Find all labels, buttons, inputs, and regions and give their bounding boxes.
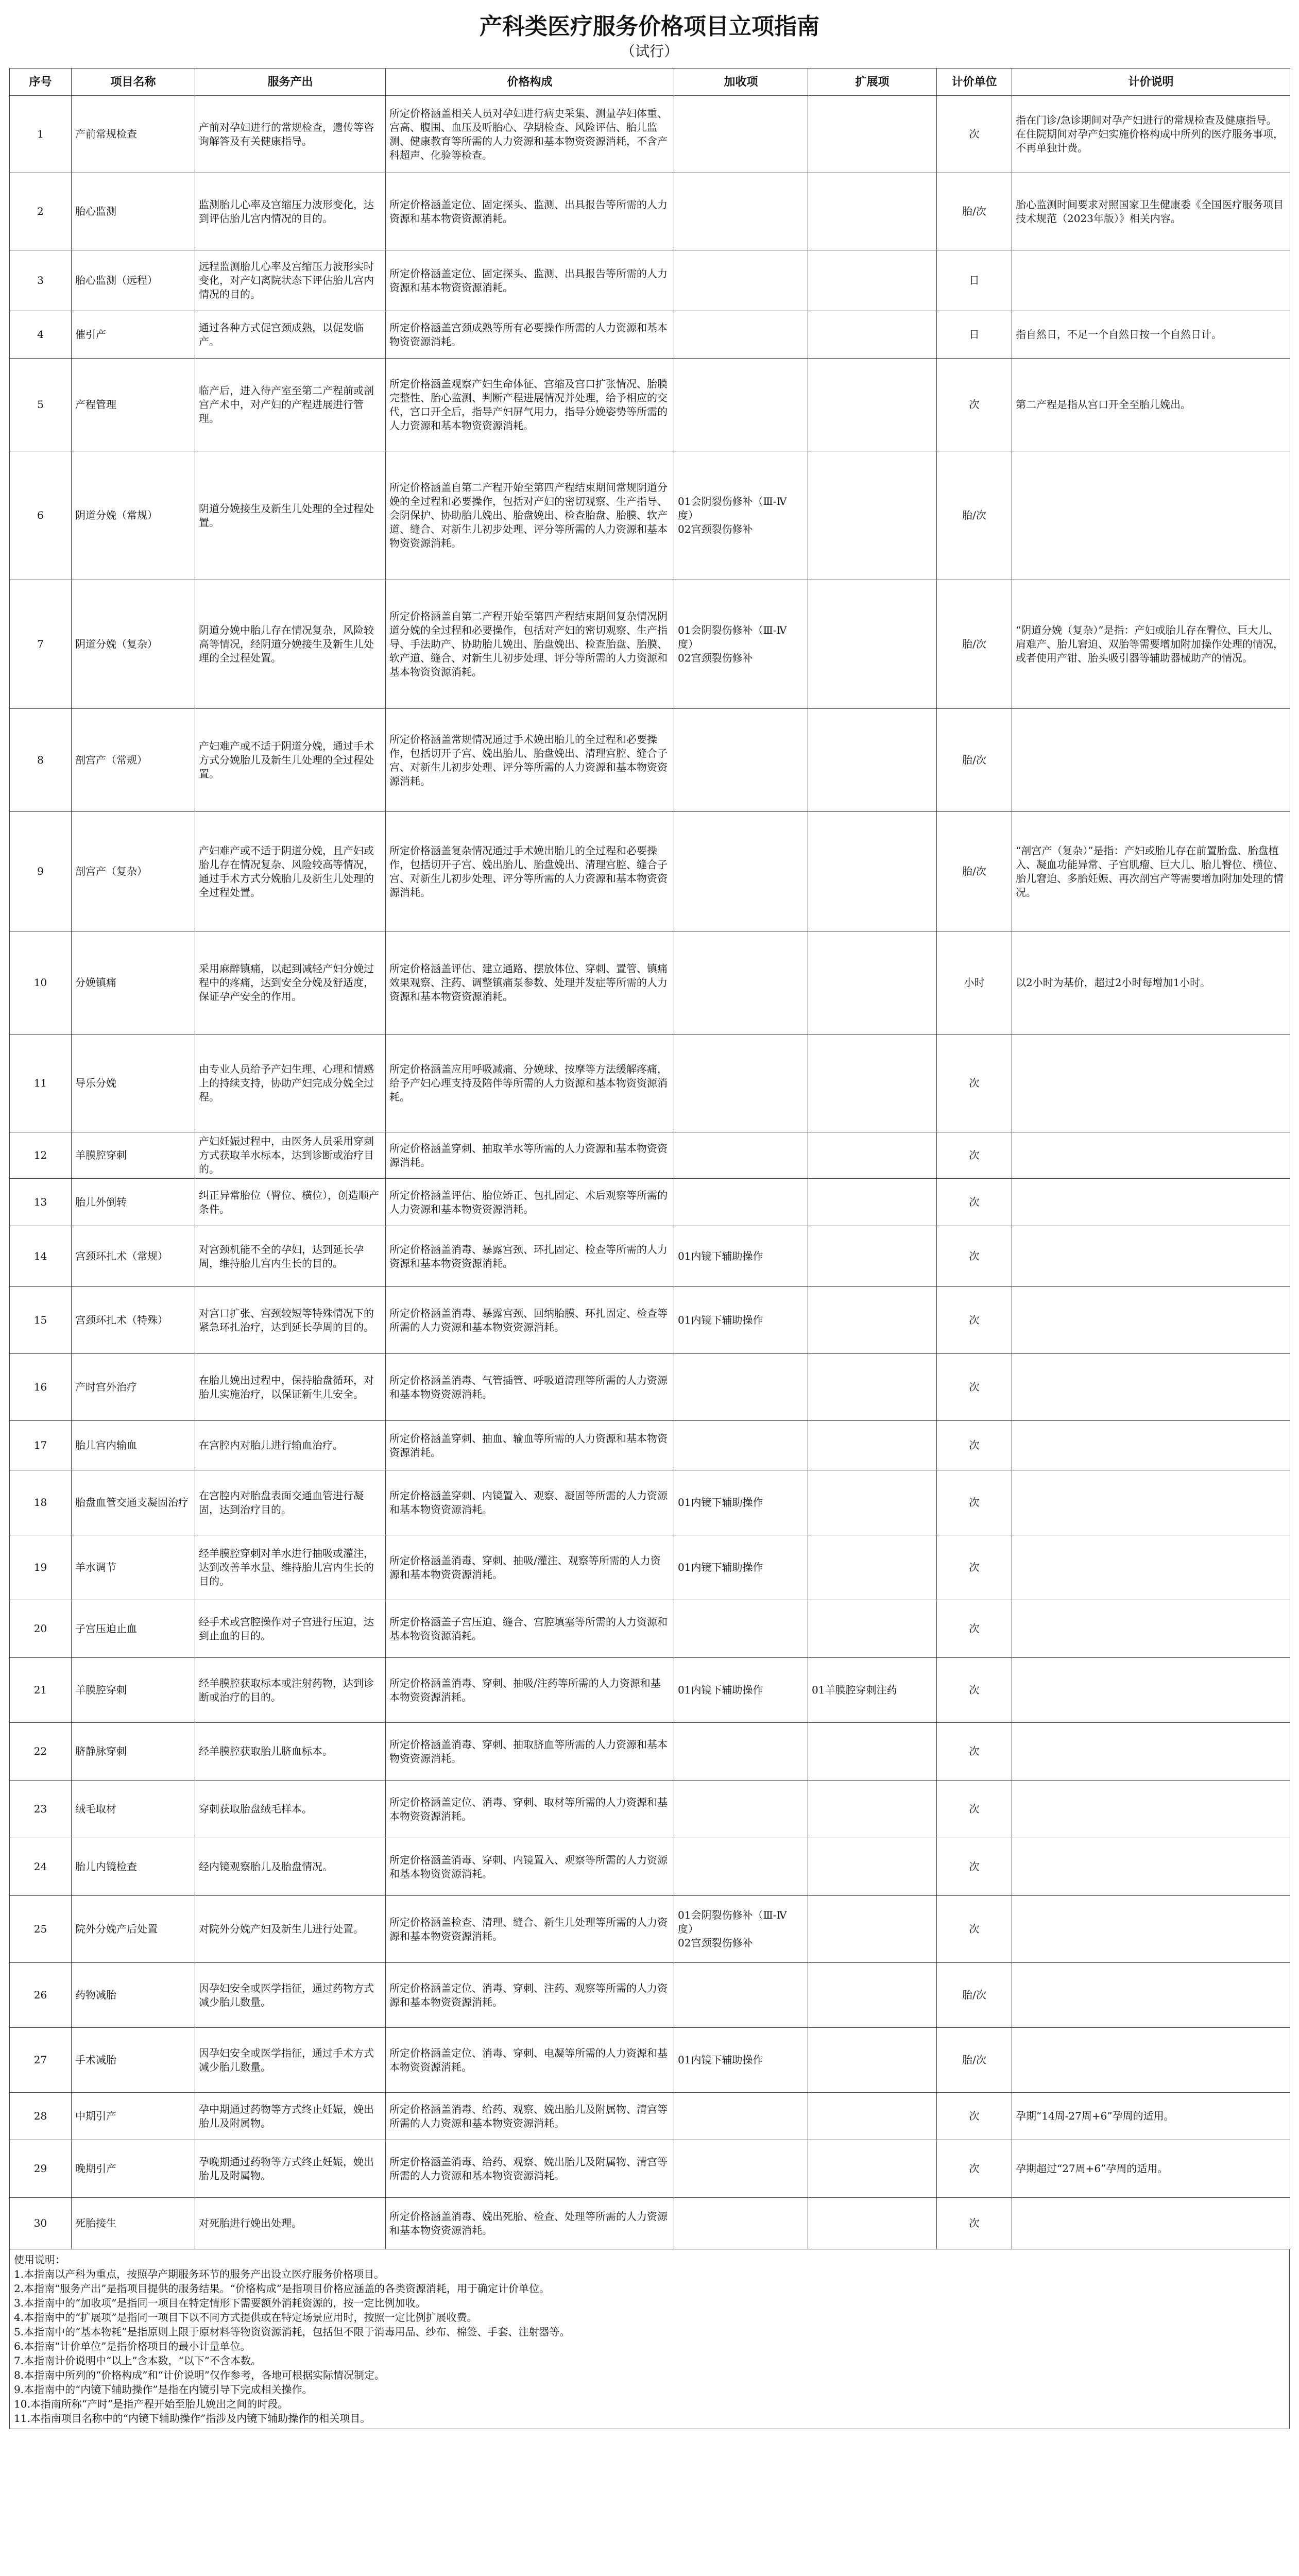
col-header-no: 序号 <box>10 69 72 96</box>
pricing-note: “剖宫产（复杂）”是指：产妇或胎儿存在前置胎盘、胎盘植入、凝血功能异常、子宫肌瘤、巨大儿、胎儿臀位、横位、胎儿窘迫、多胎妊娠、再次剖宫产等需要增加附加处理的情况。 <box>1012 812 1290 931</box>
item-name: 胎儿宫内输血 <box>72 1421 195 1470</box>
pricing-note <box>1012 2198 1290 2249</box>
addon-items <box>674 1132 808 1179</box>
pricing-unit: 次 <box>937 1838 1012 1896</box>
item-name: 晚期引产 <box>72 2140 195 2198</box>
service-output: 产妇妊娠过程中，由医务人员采用穿刺方式获取羊水标本，达到诊断或治疗目的。 <box>195 1132 386 1179</box>
addon-items <box>674 1035 808 1132</box>
price-composition: 所定价格涵盖穿刺、抽血、输血等所需的人力资源和基本物资资源消耗。 <box>386 1421 674 1470</box>
pricing-note <box>1012 1838 1290 1896</box>
pricing-unit: 胎/次 <box>937 2028 1012 2093</box>
usage-note-item: 8.本指南中所列的“价格构成”和“计价说明”仅作参考，各地可根据实际情况制定。 <box>14 2369 385 2381</box>
row-number: 20 <box>10 1600 72 1658</box>
addon-items <box>674 812 808 931</box>
usage-note-item: 11.本指南项目名称中的“内镜下辅助操作”指涉及内镜下辅助操作的相关项目。 <box>14 2412 371 2425</box>
price-composition: 所定价格涵盖评估、建立通路、摆放体位、穿刺、置管、镇痛效果观察、注药、调整镇痛泵参数、处理并发症等所需的人力资源和基本物资资源消耗。 <box>386 931 674 1035</box>
extension-items <box>808 1226 937 1287</box>
addon-items: 01内镜下辅助操作 <box>674 1658 808 1723</box>
table-row <box>10 173 1290 250</box>
col-header-composition: 价格构成 <box>386 69 674 96</box>
extension-items: 01羊膜腔穿刺注药 <box>808 1658 937 1723</box>
service-output: 经羊膜腔获取胎儿脐血标本。 <box>195 1723 386 1781</box>
extension-items <box>808 1287 937 1354</box>
table-row <box>10 2140 1290 2198</box>
addon-items <box>674 2093 808 2140</box>
item-name: 宫颈环扎术（常规） <box>72 1226 195 1287</box>
pricing-note: 孕期“14周-27周+6”孕周的适用。 <box>1012 2093 1290 2140</box>
extension-items <box>808 451 937 580</box>
table-row <box>10 1723 1290 1781</box>
extension-items <box>808 1535 937 1600</box>
row-number: 19 <box>10 1535 72 1600</box>
row-number: 10 <box>10 931 72 1035</box>
item-name: 导乐分娩 <box>72 1035 195 1132</box>
pricing-unit: 胎/次 <box>937 812 1012 931</box>
table-row <box>10 1600 1290 1658</box>
row-number: 5 <box>10 359 72 451</box>
table-row <box>10 1354 1290 1421</box>
price-composition: 所定价格涵盖消毒、穿刺、内镜置入、观察等所需的人力资源和基本物资资源消耗。 <box>386 1838 674 1896</box>
extension-items <box>808 812 937 931</box>
pricing-note <box>1012 1287 1290 1354</box>
pricing-unit: 胎/次 <box>937 173 1012 250</box>
table-row <box>10 1287 1290 1354</box>
document-title: 产科类医疗服务价格项目立项指南 <box>480 13 819 40</box>
usage-note-item: 7.本指南计价说明中“以上”含本数，“以下”不含本数。 <box>14 2354 261 2367</box>
table-row <box>10 1470 1290 1535</box>
pricing-note <box>1012 1132 1290 1179</box>
pricing-unit: 次 <box>937 1035 1012 1132</box>
pricing-note <box>1012 1658 1290 1723</box>
price-guide-table <box>9 68 1290 2249</box>
addon-items: 01内镜下辅助操作 <box>674 1470 808 1535</box>
table-row <box>10 1132 1290 1179</box>
usage-notes <box>9 2249 1290 2429</box>
pricing-unit: 次 <box>937 1421 1012 1470</box>
row-number: 18 <box>10 1470 72 1535</box>
service-output: 因孕妇安全或医学指征，通过药物方式减少胎儿数量。 <box>195 1963 386 2028</box>
item-name: 脐静脉穿刺 <box>72 1723 195 1781</box>
extension-items <box>808 1896 937 1963</box>
addon-items: 01内镜下辅助操作 <box>674 2028 808 2093</box>
table-row <box>10 451 1290 580</box>
service-output: 经手术或宫腔操作对子宫进行压迫，达到止血的目的。 <box>195 1600 386 1658</box>
pricing-unit: 次 <box>937 1226 1012 1287</box>
pricing-note <box>1012 1035 1290 1132</box>
pricing-unit: 次 <box>937 1781 1012 1838</box>
extension-items <box>808 580 937 709</box>
item-name: 分娩镇痛 <box>72 931 195 1035</box>
item-name: 胎盘血管交通支凝固治疗 <box>72 1470 195 1535</box>
extension-items <box>808 359 937 451</box>
price-composition: 所定价格涵盖定位、固定探头、监测、出具报告等所需的人力资源和基本物资资源消耗。 <box>386 250 674 311</box>
pricing-unit: 次 <box>937 2198 1012 2249</box>
pricing-unit: 胎/次 <box>937 580 1012 709</box>
pricing-note: 第二产程是指从宫口开全至胎儿娩出。 <box>1012 359 1290 451</box>
table-row <box>10 1226 1290 1287</box>
addon-items <box>674 173 808 250</box>
price-composition: 所定价格涵盖评估、胎位矫正、包扎固定、术后观察等所需的人力资源和基本物资资源消耗。 <box>386 1179 674 1226</box>
price-composition: 所定价格涵盖定位、固定探头、监测、出具报告等所需的人力资源和基本物资资源消耗。 <box>386 173 674 250</box>
pricing-unit: 次 <box>937 1179 1012 1226</box>
service-output: 产前对孕妇进行的常规检查，遗传等咨询解答及有关健康指导。 <box>195 96 386 173</box>
price-composition: 所定价格涵盖定位、消毒、穿刺、电凝等所需的人力资源和基本物资资源消耗。 <box>386 2028 674 2093</box>
price-composition: 所定价格涵盖消毒、气管插管、呼吸道清理等所需的人力资源和基本物资资源消耗。 <box>386 1354 674 1421</box>
pricing-note: 孕期超过“27周+6”孕周的适用。 <box>1012 2140 1290 2198</box>
service-output: 通过各种方式促宫颈成熟，以促发临产。 <box>195 311 386 359</box>
service-output: 对宫口扩张、宫颈较短等特殊情况下的紧急环扎治疗，达到延长孕周的目的。 <box>195 1287 386 1354</box>
pricing-unit: 小时 <box>937 931 1012 1035</box>
table-row <box>10 1421 1290 1470</box>
price-composition: 所定价格涵盖穿刺、内镜置入、观察、凝固等所需的人力资源和基本物资资源消耗。 <box>386 1470 674 1535</box>
table-row <box>10 1035 1290 1132</box>
item-name: 羊水调节 <box>72 1535 195 1600</box>
table-row <box>10 1535 1290 1600</box>
pricing-note <box>1012 709 1290 812</box>
price-composition: 所定价格涵盖子宫压迫、缝合、宫腔填塞等所需的人力资源和基本物资资源消耗。 <box>386 1600 674 1658</box>
service-output: 对院外分娩产妇及新生儿进行处置。 <box>195 1896 386 1963</box>
addon-items <box>674 96 808 173</box>
item-name: 产前常规检查 <box>72 96 195 173</box>
item-name: 院外分娩产后处置 <box>72 1896 195 1963</box>
table-row <box>10 1781 1290 1838</box>
pricing-note <box>1012 1421 1290 1470</box>
usage-note-item: 6.本指南“计价单位”是指价格项目的最小计量单位。 <box>14 2340 251 2352</box>
usage-note-item: 4.本指南中的“扩展项”是指同一项目下以不同方式提供或在特定场景应用时，按照一定比例扩展收费。 <box>14 2311 477 2324</box>
addon-items <box>674 1179 808 1226</box>
price-composition: 所定价格涵盖常规情况通过手术娩出胎儿的全过程和必要操作，包括切开子宫、娩出胎儿、胎盘娩出、清理宫腔、缝合子宫、对新生儿初步处理、评分等所需的人力资源和基本物资资源消耗。 <box>386 709 674 812</box>
row-number: 22 <box>10 1723 72 1781</box>
addon-items <box>674 311 808 359</box>
service-output: 对死胎进行娩出处理。 <box>195 2198 386 2249</box>
item-name: 羊膜腔穿刺 <box>72 1658 195 1723</box>
item-name: 死胎接生 <box>72 2198 195 2249</box>
table-row <box>10 1658 1290 1723</box>
extension-items <box>808 96 937 173</box>
item-name: 宫颈环扎术（特殊） <box>72 1287 195 1354</box>
table-header-row <box>10 69 1290 96</box>
addon-items <box>674 1723 808 1781</box>
row-number: 29 <box>10 2140 72 2198</box>
item-name: 手术减胎 <box>72 2028 195 2093</box>
pricing-note <box>1012 250 1290 311</box>
pricing-note: 指在门诊/急诊期间对孕产妇进行的常规检查及健康指导。在住院期间对孕产妇实施价格构成中所列的医疗服务事项，不再单独计费。 <box>1012 96 1290 173</box>
extension-items <box>808 173 937 250</box>
pricing-unit: 胎/次 <box>937 1963 1012 2028</box>
extension-items <box>808 1963 937 2028</box>
service-output: 采用麻醉镇痛，以起到减轻产妇分娩过程中的疼痛，达到安全分娩及舒适度，保证孕产安全的作用。 <box>195 931 386 1035</box>
extension-items <box>808 1421 937 1470</box>
pricing-unit: 胎/次 <box>937 451 1012 580</box>
table-row <box>10 359 1290 451</box>
table-row <box>10 2028 1290 2093</box>
row-number: 16 <box>10 1354 72 1421</box>
row-number: 4 <box>10 311 72 359</box>
pricing-unit: 次 <box>937 1287 1012 1354</box>
extension-items <box>808 311 937 359</box>
pricing-unit: 次 <box>937 1535 1012 1600</box>
row-number: 8 <box>10 709 72 812</box>
col-header-ext: 扩展项 <box>808 69 937 96</box>
row-number: 6 <box>10 451 72 580</box>
addon-items <box>674 1781 808 1838</box>
pricing-note <box>1012 451 1290 580</box>
service-output: 远程监测胎儿心率及宫缩压力波形实时变化，对产妇离院状态下评估胎儿宫内情况的目的。 <box>195 250 386 311</box>
row-number: 3 <box>10 250 72 311</box>
addon-items <box>674 1600 808 1658</box>
extension-items <box>808 931 937 1035</box>
row-number: 2 <box>10 173 72 250</box>
extension-items <box>808 1600 937 1658</box>
pricing-note <box>1012 2028 1290 2093</box>
pricing-note <box>1012 1470 1290 1535</box>
pricing-note <box>1012 1179 1290 1226</box>
col-header-addon: 加收项 <box>674 69 808 96</box>
service-output: 产妇难产或不适于阴道分娩，且产妇或胎儿存在情况复杂、风险较高等情况，通过手术方式分娩胎儿及新生儿处理的全过程处置。 <box>195 812 386 931</box>
service-output: 经羊膜腔获取标本或注射药物，达到诊断或治疗的目的。 <box>195 1658 386 1723</box>
service-output: 因孕妇安全或医学指征，通过手术方式减少胎儿数量。 <box>195 2028 386 2093</box>
extension-items <box>808 2093 937 2140</box>
price-composition: 所定价格涵盖复杂情况通过手术娩出胎儿的全过程和必要操作，包括切开子宫、娩出胎儿、胎盘娩出、清理宫腔、缝合子宫、对新生儿初步处理、评分等所需的人力资源和基本物资资源消耗。 <box>386 812 674 931</box>
addon-items <box>674 359 808 451</box>
usage-note-item: 1.本指南以产科为重点，按照孕产期服务环节的服务产出设立医疗服务价格项目。 <box>14 2268 385 2280</box>
price-composition: 所定价格涵盖检查、清理、缝合、新生儿处理等所需的人力资源和基本物资资源消耗。 <box>386 1896 674 1963</box>
row-number: 1 <box>10 96 72 173</box>
addon-items <box>674 1838 808 1896</box>
item-name: 阴道分娩（复杂） <box>72 580 195 709</box>
pricing-unit: 胎/次 <box>937 709 1012 812</box>
row-number: 21 <box>10 1658 72 1723</box>
price-composition: 所定价格涵盖定位、消毒、穿刺、取材等所需的人力资源和基本物资资源消耗。 <box>386 1781 674 1838</box>
pricing-unit: 次 <box>937 2140 1012 2198</box>
item-name: 胎儿内镜检查 <box>72 1838 195 1896</box>
pricing-unit: 日 <box>937 250 1012 311</box>
row-number: 15 <box>10 1287 72 1354</box>
pricing-unit: 次 <box>937 1658 1012 1723</box>
extension-items <box>808 2028 937 2093</box>
pricing-unit: 次 <box>937 1354 1012 1421</box>
addon-items <box>674 2140 808 2198</box>
table-row <box>10 931 1290 1035</box>
service-output: 在宫腔内对胎儿进行输血治疗。 <box>195 1421 386 1470</box>
extension-items <box>808 1470 937 1535</box>
item-name: 药物减胎 <box>72 1963 195 2028</box>
row-number: 23 <box>10 1781 72 1838</box>
col-header-output: 服务产出 <box>195 69 386 96</box>
addon-items: 01会阴裂伤修补（Ⅲ-Ⅳ度） 02宫颈裂伤修补 <box>674 1896 808 1963</box>
row-number: 9 <box>10 812 72 931</box>
service-output: 经羊膜腔穿刺对羊水进行抽吸或灌注，达到改善羊水量、维持胎儿宫内生长的目的。 <box>195 1535 386 1600</box>
service-output: 孕晚期通过药物等方式终止妊娠，娩出胎儿及附属物。 <box>195 2140 386 2198</box>
row-number: 28 <box>10 2093 72 2140</box>
price-composition: 所定价格涵盖相关人员对孕妇进行病史采集、测量孕妇体重、宫高、腹围、血压及听胎心、孕期检查、风险评估、胎儿监测、健康教育等所需的人力资源和基本物资资源消耗，不含产科超声、化验等检查。 <box>386 96 674 173</box>
pricing-note <box>1012 1535 1290 1600</box>
table-row <box>10 96 1290 173</box>
pricing-unit: 日 <box>937 311 1012 359</box>
addon-items <box>674 250 808 311</box>
item-name: 胎儿外倒转 <box>72 1179 195 1226</box>
service-output: 经内镜观察胎儿及胎盘情况。 <box>195 1838 386 1896</box>
pricing-unit: 次 <box>937 1600 1012 1658</box>
pricing-note <box>1012 1723 1290 1781</box>
extension-items <box>808 1723 937 1781</box>
price-composition: 所定价格涵盖消毒、给药、观察、娩出胎儿及附属物、清宫等所需的人力资源和基本物资资源消耗。 <box>386 2140 674 2198</box>
table-row <box>10 812 1290 931</box>
price-composition: 所定价格涵盖穿刺、抽取羊水等所需的人力资源和基本物资资源消耗。 <box>386 1132 674 1179</box>
service-output: 孕中期通过药物等方式终止妊娠，娩出胎儿及附属物。 <box>195 2093 386 2140</box>
pricing-note <box>1012 1354 1290 1421</box>
pricing-unit: 次 <box>937 1470 1012 1535</box>
document-subtitle: （试行） <box>620 43 678 60</box>
usage-note-item: 3.本指南中的“加收项”是指同一项目在特定情形下需要额外消耗资源的，按一定比例加收。 <box>14 2297 426 2309</box>
table-row <box>10 250 1290 311</box>
usage-note-item: 9.本指南中的“内镜下辅助操作”是指在内镜引导下完成相关操作。 <box>14 2383 313 2396</box>
item-name: 催引产 <box>72 311 195 359</box>
row-number: 27 <box>10 2028 72 2093</box>
table-row <box>10 580 1290 709</box>
row-number: 26 <box>10 1963 72 2028</box>
item-name: 胎心监测 <box>72 173 195 250</box>
pricing-unit: 次 <box>937 96 1012 173</box>
addon-items <box>674 931 808 1035</box>
table-row <box>10 1838 1290 1896</box>
col-header-name: 项目名称 <box>72 69 195 96</box>
service-output: 产妇难产或不适于阴道分娩，通过手术方式分娩胎儿及新生儿处理的全过程处置。 <box>195 709 386 812</box>
item-name: 产程管理 <box>72 359 195 451</box>
service-output: 阴道分娩接生及新生儿处理的全过程处置。 <box>195 451 386 580</box>
row-number: 25 <box>10 1896 72 1963</box>
addon-items <box>674 709 808 812</box>
item-name: 胎心监测（远程） <box>72 250 195 311</box>
pricing-unit: 次 <box>937 2093 1012 2140</box>
usage-note-item: 10.本指南所称“产时”是指产程开始至胎儿娩出之间的时段。 <box>14 2398 288 2410</box>
pricing-unit: 次 <box>937 1132 1012 1179</box>
service-output: 由专业人员给予产妇生理、心理和情感上的持续支持，协助产妇完成分娩全过程。 <box>195 1035 386 1132</box>
row-number: 24 <box>10 1838 72 1896</box>
pricing-unit: 次 <box>937 1896 1012 1963</box>
item-name: 阴道分娩（常规） <box>72 451 195 580</box>
pricing-note: 胎心监测时间要求对照国家卫生健康委《全国医疗服务项目技术规范（2023年版）》相关内容。 <box>1012 173 1290 250</box>
price-composition: 所定价格涵盖观察产妇生命体征、宫缩及宫口扩张情况、胎膜完整性、胎心监测、判断产程进展情况并处理，给予相应的交代，宫口开全后，指导产妇屏气用力，指导分娩姿势等所需的人力资源和基本物资资源消耗。 <box>386 359 674 451</box>
service-output: 对宫颈机能不全的孕妇，达到延长孕周，维持胎儿宫内生长的目的。 <box>195 1226 386 1287</box>
addon-items: 01会阴裂伤修补（Ⅲ-Ⅳ度） 02宫颈裂伤修补 <box>674 580 808 709</box>
pricing-note <box>1012 1600 1290 1658</box>
price-composition: 所定价格涵盖宫颈成熟等所有必要操作所需的人力资源和基本物资资源消耗。 <box>386 311 674 359</box>
pricing-unit: 次 <box>937 1723 1012 1781</box>
price-composition: 所定价格涵盖定位、消毒、穿刺、注药、观察等所需的人力资源和基本物资资源消耗。 <box>386 1963 674 2028</box>
pricing-note <box>1012 1896 1290 1963</box>
table-row <box>10 1896 1290 1963</box>
pricing-note: 以2小时为基价，超过2小时每增加1小时。 <box>1012 931 1290 1035</box>
row-number: 7 <box>10 580 72 709</box>
item-name: 剖宫产（复杂） <box>72 812 195 931</box>
row-number: 12 <box>10 1132 72 1179</box>
extension-items <box>808 2198 937 2249</box>
item-name: 中期引产 <box>72 2093 195 2140</box>
table-row <box>10 1179 1290 1226</box>
pricing-note: 指自然日，不足一个自然日按一个自然日计。 <box>1012 311 1290 359</box>
col-header-note: 计价说明 <box>1012 69 1290 96</box>
col-header-unit: 计价单位 <box>937 69 1012 96</box>
table-row <box>10 1963 1290 2028</box>
item-name: 剖宫产（常规） <box>72 709 195 812</box>
extension-items <box>808 1354 937 1421</box>
price-composition: 所定价格涵盖消毒、穿刺、抽吸/注药等所需的人力资源和基本物资资源消耗。 <box>386 1658 674 1723</box>
table-row <box>10 2198 1290 2249</box>
extension-items <box>808 709 937 812</box>
usage-note-item: 2.本指南“服务产出”是指项目提供的服务结果。“价格构成”是指项目价格应涵盖的各类资源消耗，用于确定计价单位。 <box>14 2282 550 2295</box>
row-number: 14 <box>10 1226 72 1287</box>
service-output: 阴道分娩中胎儿存在情况复杂，风险较高等情况，经阴道分娩接生及新生儿处理的全过程处置。 <box>195 580 386 709</box>
service-output: 纠正异常胎位（臀位、横位），创造顺产条件。 <box>195 1179 386 1226</box>
price-composition: 所定价格涵盖自第二产程开始至第四产程结束期间复杂情况阴道分娩的全过程和必要操作，包括对产妇的密切观察、生产指导、手法助产、协助胎儿娩出、胎盘娩出、检查胎盘、胎膜、软产道、缝合、对新生儿初步处理、评分等所需的人力资源和基本物资资源消耗。 <box>386 580 674 709</box>
addon-items <box>674 1963 808 2028</box>
item-name: 产时宫外治疗 <box>72 1354 195 1421</box>
row-number: 30 <box>10 2198 72 2249</box>
addon-items <box>674 2198 808 2249</box>
addon-items: 01会阴裂伤修补（Ⅲ-Ⅳ度） 02宫颈裂伤修补 <box>674 451 808 580</box>
price-composition: 所定价格涵盖消毒、暴露宫颈、回纳胎膜、环扎固定、检查等所需的人力资源和基本物资资源消耗。 <box>386 1287 674 1354</box>
pricing-note <box>1012 1781 1290 1838</box>
addon-items: 01内镜下辅助操作 <box>674 1226 808 1287</box>
extension-items <box>808 2140 937 2198</box>
usage-notes-list <box>14 2267 1285 2426</box>
item-name: 子宫压迫止血 <box>72 1600 195 1658</box>
price-composition: 所定价格涵盖消毒、暴露宫颈、环扎固定、检查等所需的人力资源和基本物资资源消耗。 <box>386 1226 674 1287</box>
price-composition: 所定价格涵盖消毒、穿刺、抽吸/灌注、观察等所需的人力资源和基本物资资源消耗。 <box>386 1535 674 1600</box>
table-row <box>10 2093 1290 2140</box>
table-row <box>10 709 1290 812</box>
price-composition: 所定价格涵盖消毒、娩出死胎、检查、处理等所需的人力资源和基本物资资源消耗。 <box>386 2198 674 2249</box>
extension-items <box>808 1035 937 1132</box>
usage-note-item: 5.本指南中的“基本物耗”是指原则上限于原材料等物资资源消耗，包括但不限于消毒用品、纱布、棉签、手套、注射器等。 <box>14 2326 570 2338</box>
usage-notes-heading: 使用说明： <box>14 2253 65 2266</box>
pricing-note <box>1012 1226 1290 1287</box>
item-name: 羊膜腔穿刺 <box>72 1132 195 1179</box>
table-row <box>10 311 1290 359</box>
row-number: 17 <box>10 1421 72 1470</box>
row-number: 13 <box>10 1179 72 1226</box>
service-output: 穿刺获取胎盘绒毛样本。 <box>195 1781 386 1838</box>
service-output: 临产后，进入待产室至第二产程前或剖宫产术中，对产妇的产程进展进行管理。 <box>195 359 386 451</box>
addon-items: 01内镜下辅助操作 <box>674 1535 808 1600</box>
extension-items <box>808 250 937 311</box>
price-composition: 所定价格涵盖消毒、穿刺、抽取脐血等所需的人力资源和基本物资资源消耗。 <box>386 1723 674 1781</box>
price-composition: 所定价格涵盖应用呼吸减痛、分娩球、按摩等方法缓解疼痛，给予产妇心理支持及陪伴等所需的人力资源和基本物资资源消耗。 <box>386 1035 674 1132</box>
addon-items <box>674 1421 808 1470</box>
extension-items <box>808 1838 937 1896</box>
pricing-unit: 次 <box>937 359 1012 451</box>
addon-items: 01内镜下辅助操作 <box>674 1287 808 1354</box>
price-composition: 所定价格涵盖自第二产程开始至第四产程结束期间常规阴道分娩的全过程和必要操作，包括对产妇的密切观察、生产指导、会阴保护、协助胎儿娩出、胎盘娩出、检查胎盘、胎膜、软产道、缝合、对新生儿初步处理、评分等所需的人力资源和基本物资资源消耗。 <box>386 451 674 580</box>
extension-items <box>808 1132 937 1179</box>
extension-items <box>808 1179 937 1226</box>
service-output: 在宫腔内对胎盘表面交通血管进行凝固，达到治疗目的。 <box>195 1470 386 1535</box>
extension-items <box>808 1781 937 1838</box>
item-name: 绒毛取材 <box>72 1781 195 1838</box>
service-output: 监测胎儿心率及宫缩压力波形变化，达到评估胎儿宫内情况的目的。 <box>195 173 386 250</box>
service-output: 在胎儿娩出过程中，保持胎盘循环，对胎儿实施治疗，以保证新生儿安全。 <box>195 1354 386 1421</box>
addon-items <box>674 1354 808 1421</box>
pricing-note <box>1012 1963 1290 2028</box>
price-composition: 所定价格涵盖消毒、给药、观察、娩出胎儿及附属物、清宫等所需的人力资源和基本物资资源消耗。 <box>386 2093 674 2140</box>
pricing-note: “阴道分娩（复杂）”是指：产妇或胎儿存在臀位、巨大儿、肩难产、胎儿窘迫、双胎等需要增加附加操作处理的情况，或者使用产钳、胎头吸引器等辅助器械助产的情况。 <box>1012 580 1290 709</box>
row-number: 11 <box>10 1035 72 1132</box>
table-body <box>10 96 1290 2249</box>
